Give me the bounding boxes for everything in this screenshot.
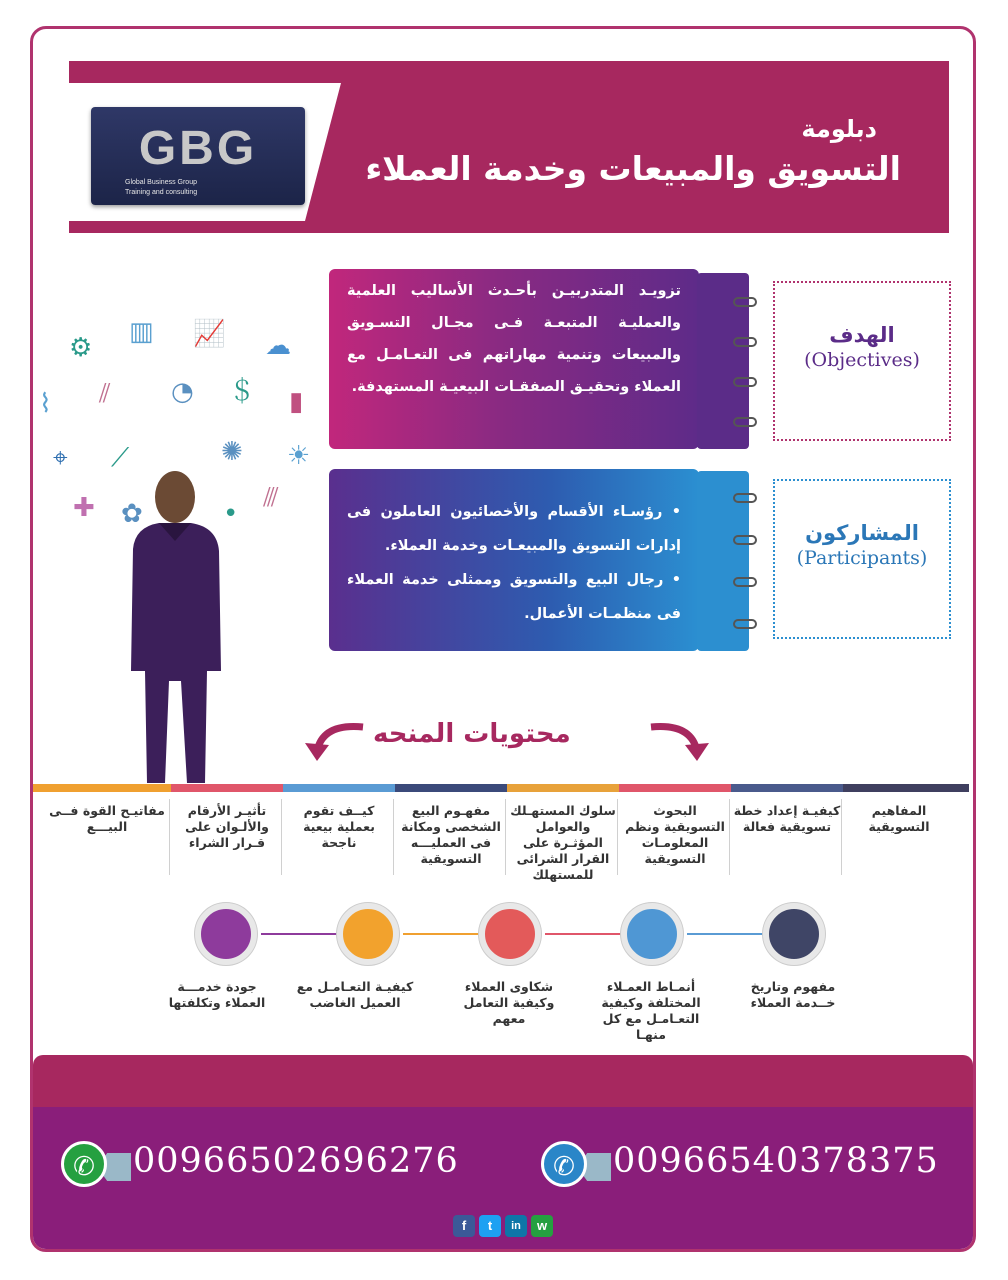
timeline-segment [171, 784, 283, 792]
timeline-divider [281, 799, 282, 875]
connector-line [261, 933, 341, 935]
lightbulb-icon: ☀ [287, 441, 311, 471]
connector-line [545, 933, 625, 935]
linkedin-icon[interactable]: in [505, 1215, 527, 1237]
logo-line1: Global Business Group [125, 179, 197, 186]
timeline-divider [505, 799, 506, 875]
topic-circle [337, 903, 399, 965]
timeline-segment [731, 784, 843, 792]
network-icon: ✺ [221, 437, 243, 467]
diagonal-lines-icon: ⫽ [99, 379, 111, 409]
whatsapp-icon[interactable]: ✆ [61, 1141, 107, 1187]
timeline-segment [507, 784, 619, 792]
footer-band [33, 1055, 973, 1113]
circle-label: كيفيـة التعـامـل مع العميل الغاضب [296, 979, 414, 1010]
timeline-divider [393, 799, 394, 875]
binder-ring-icon [733, 377, 757, 387]
curved-arrow-right-icon [641, 717, 711, 763]
binder-ring-icon [733, 337, 757, 347]
participants-box [329, 469, 699, 651]
timeline-divider [841, 799, 842, 875]
line-chart-icon: 📈 [193, 319, 226, 349]
objectives-label-en: (Objectives) [804, 349, 920, 371]
participants-label-ar: المشاركون [805, 521, 919, 545]
dollar-icon: ＄ [229, 377, 256, 407]
circle-label: مفهوم وتاريخ خــدمة العملاء [750, 979, 836, 1010]
objectives-label-ar: الهدف [829, 323, 895, 347]
participants-label-en: (Participants) [796, 547, 928, 569]
timeline-divider [617, 799, 618, 875]
phone-icon[interactable]: ✆ [541, 1141, 587, 1187]
timeline-divider [729, 799, 730, 875]
phone-number[interactable]: 00966540378375 [613, 1141, 939, 1181]
timeline-segment [843, 784, 969, 792]
curved-arrow-left-icon [303, 717, 373, 763]
binder-ring-icon [733, 577, 757, 587]
binder-ring-icon [733, 619, 757, 629]
binder-ring-icon [733, 297, 757, 307]
location-pin-icon: ⌖ [53, 443, 68, 473]
whatsapp-small-icon[interactable]: w [531, 1215, 553, 1237]
timeline-item: مفهـوم البيع الشخصى ومكانة فى العمليـــه التسويقية [401, 803, 501, 866]
hatch-icon: ⫻ [263, 483, 279, 513]
bar-chart-icon: ▥ [129, 317, 154, 347]
timeline-item: سلوك المستهـلك والعوامل المؤثـرة على القرار الشرائى للمستهلك [510, 803, 616, 882]
logo-letters: GBG [138, 122, 258, 175]
connector-line [687, 933, 767, 935]
logo-line2: Training and consulting [125, 189, 198, 196]
bars-icon: ▮ [289, 387, 304, 417]
chart-icon: ⌇ [39, 389, 52, 419]
binder-ring-icon [733, 493, 757, 503]
circle-label: شكاوى العملاء وكيفية التعامل معهم [463, 979, 555, 1026]
facebook-icon[interactable]: f [453, 1215, 475, 1237]
gears-icon: ⚙ [69, 333, 93, 363]
trend-chart-icon: ⟋ [111, 443, 130, 473]
contents-title: محتويات المنحه [373, 719, 571, 749]
objectives-text: تزويـد المتدربيـن بأحـدث الأساليب العلمية والعمليـة المتبعـة فـى مجـال التسـويق والمبيعات وتنمية مهاراتهم فى التعـامـل مع العملاء وتحقيـق الصفقـات البيعيـة المستهدفة. [347, 283, 681, 395]
timeline-item: كيــف تقوم بعملية بيعية ناجحة [303, 803, 375, 850]
participants-label [773, 479, 951, 639]
timeline-segment [33, 784, 171, 792]
participants-bullet: • رجال البيع والتسويق وممثلى خدمة العملاء فى منظمـات الأعمال. [347, 572, 681, 622]
businessman-figure [125, 471, 235, 783]
poster-frame [30, 26, 976, 1252]
whatsapp-number[interactable]: 00966502696276 [133, 1141, 459, 1181]
timeline-item: المفاهيم التسويقية [868, 803, 930, 834]
pie-chart-icon: ◔ [171, 377, 194, 407]
objectives-box [329, 269, 699, 449]
cog-icon: ✿ [121, 499, 143, 529]
dots-icon: • [223, 499, 239, 529]
timeline-segment [283, 784, 395, 792]
page-title: التسويق والمبيعات وخدمة العملاء [365, 149, 901, 188]
title-line1: دبلومة [801, 115, 877, 143]
connector-line [403, 933, 483, 935]
topic-circle [763, 903, 825, 965]
circle-label: جودة خدمـــة العملاء وتكلفتها [168, 979, 266, 1010]
gbg-logo [91, 107, 305, 205]
objectives-label [773, 281, 951, 441]
topic-circle [621, 903, 683, 965]
participants-bullet: • رؤسـاء الأقسام والأخصائيون العاملون فى إدارات التسويق والمبيعـات وخدمة العملاء. [347, 504, 681, 554]
timeline-divider [169, 799, 170, 875]
binder-ring-icon [733, 535, 757, 545]
timeline-segment [619, 784, 731, 792]
topic-circle [479, 903, 541, 965]
timeline-item: البحوث التسويقية ونظم المعلومـات التسويقية [625, 803, 725, 866]
timeline-item: كيفيـة إعداد خطة تسويقية فعالة [733, 803, 841, 834]
timeline-segment [395, 784, 507, 792]
cloud-network-icon: ☁ [265, 331, 291, 361]
topic-circle [195, 903, 257, 965]
binder-ring-icon [733, 417, 757, 427]
twitter-icon[interactable]: t [479, 1215, 501, 1237]
timeline-item: مفاتيـح القوة فــى البيـــع [49, 803, 165, 834]
timeline-item: تأثيـر الأرقام والألـوان على قـرار الشراء [185, 803, 269, 850]
circle-label: أنمـاط العمـلاء المختلفة وكيفية التعـامـل مع كل منهـا [601, 979, 701, 1042]
plus-icon: ✚ [73, 493, 95, 523]
